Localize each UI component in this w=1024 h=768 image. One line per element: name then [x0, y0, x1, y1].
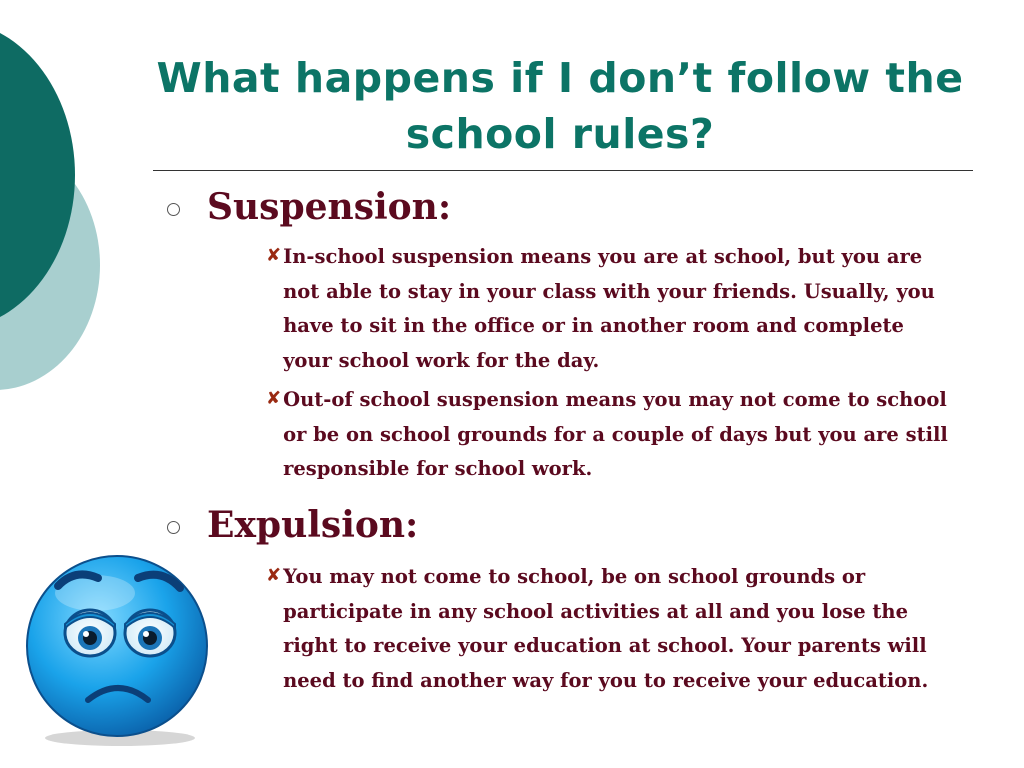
point-expulsion: [266, 560, 956, 698]
slide-title: [110, 50, 1010, 162]
x-mark-icon: ✘: [266, 565, 282, 586]
point-text: Out-of school suspension means you may not come to school or be on school grounds for a couple of days but you are still responsible for school work.: [283, 388, 948, 480]
title-divider: [153, 170, 973, 171]
sad-face-icon: [20, 548, 220, 748]
point-text: In-school suspension means you are at school, but you are not able to stay in your class with your friends. Usually, you have to sit in the office or in another room and complete your school work for the day.: [283, 245, 935, 372]
hollow-circle-icon: [167, 521, 180, 534]
slide-title-line-1: What happens if I don’t follow the: [156, 54, 964, 102]
heading-expulsion: Expulsion:: [207, 504, 419, 546]
hollow-circle-icon: [167, 203, 180, 216]
bullet-suspension: [167, 184, 451, 230]
x-mark-icon: ✘: [266, 388, 282, 409]
bullet-expulsion: [167, 502, 418, 548]
point-in-school-suspension: [266, 240, 956, 378]
slide-title-line-2: school rules?: [405, 110, 715, 158]
x-mark-icon: ✘: [266, 245, 282, 266]
point-out-of-school-suspension: [266, 383, 956, 487]
heading-suspension: Suspension:: [207, 186, 452, 228]
point-text: You may not come to school, be on school grounds or participate in any school activities at all and you lose the right to receive your education at school. Your parents will need to find another way for you to receive your education.: [283, 565, 929, 692]
